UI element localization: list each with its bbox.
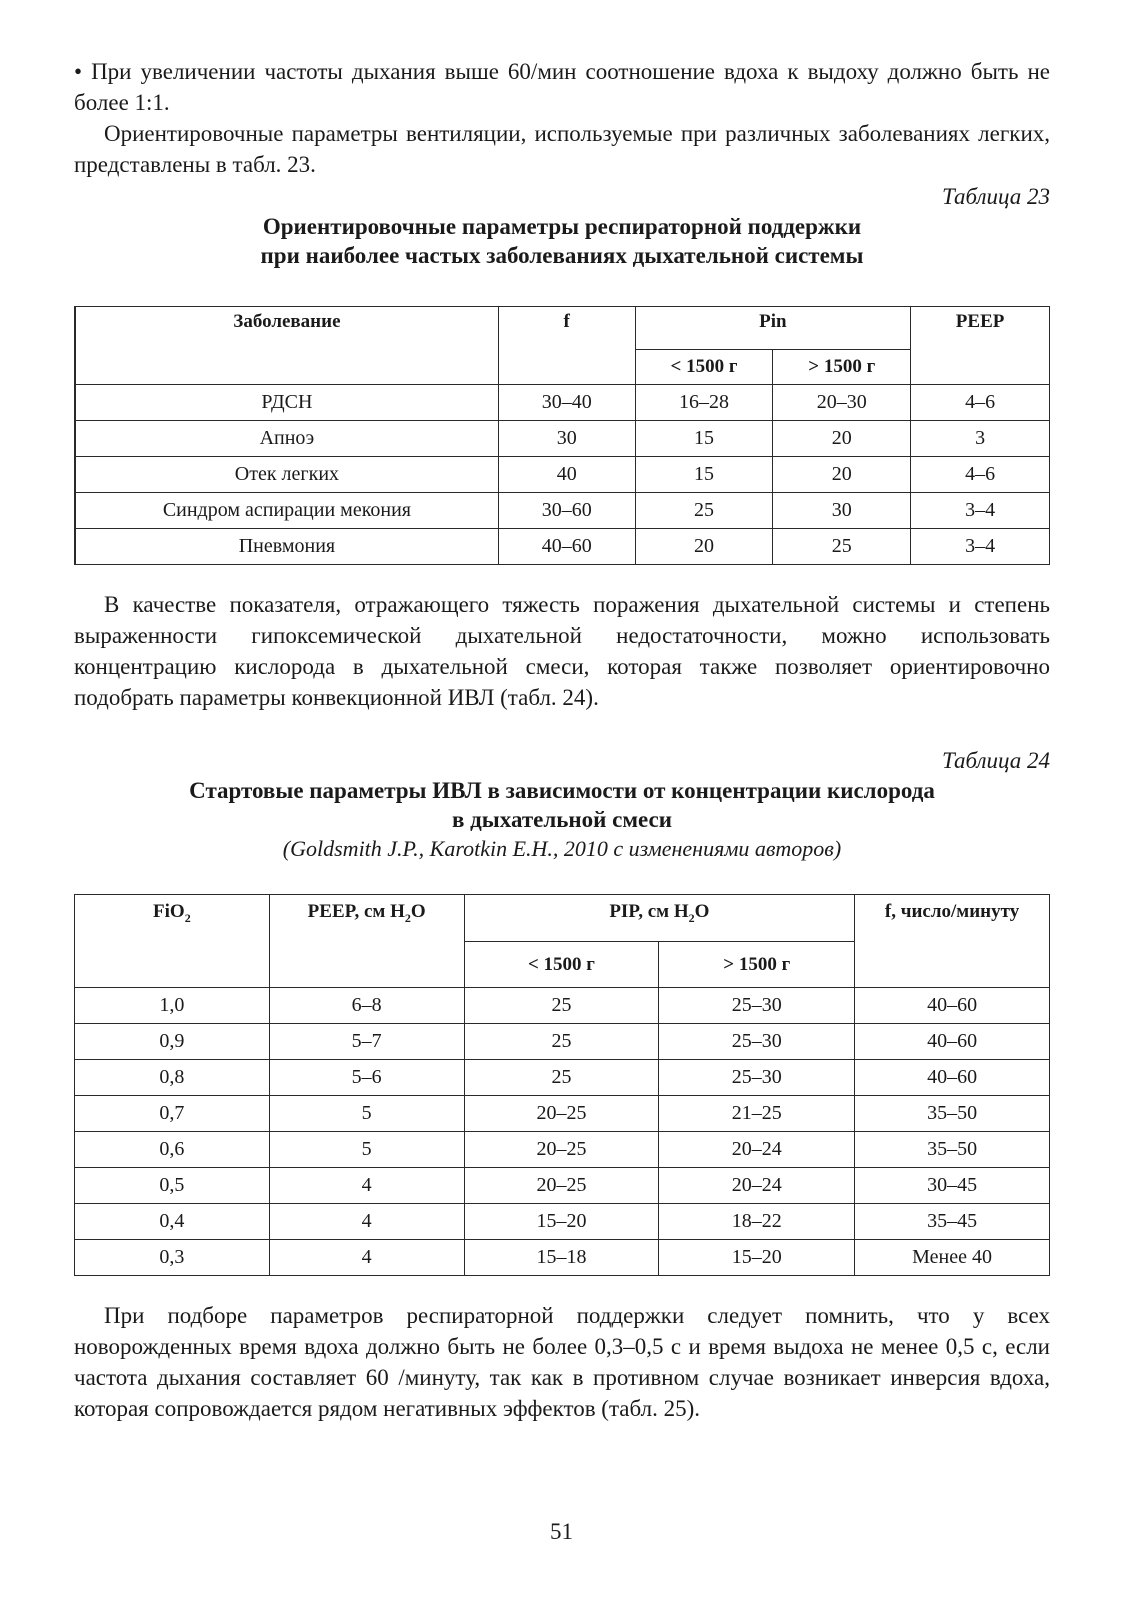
t24-header-fio2: FiO$_2$ (75, 895, 270, 988)
table-row (75, 1024, 1050, 1060)
table-row (75, 457, 1050, 493)
table24-title-line1: Стартовые параметры ИВЛ в зависимости от концентрации кислорода (189, 778, 935, 803)
intro-paragraph: Ориентировочные параметры вентиляции, используемые при различных заболеваниях легких, представлены в табл. 23. (74, 121, 1050, 177)
intro-bullet-paragraph: • При увеличении частоты дыхания выше 60/мин соотношение вдоха к выдоху должно быть не более 1:1. (74, 59, 1050, 115)
table-cell: 4–6 (911, 457, 1050, 493)
table-row (75, 1240, 1050, 1276)
table-cell: 40–60 (498, 529, 635, 565)
table-cell: 21–25 (659, 1096, 855, 1132)
t24-header-pip-high: > 1500 г (659, 942, 855, 988)
t23-body (75, 385, 1050, 565)
table-cell: 35–50 (855, 1132, 1050, 1168)
table-cell: 15 (635, 457, 773, 493)
table-cell: 25 (773, 529, 911, 565)
table-cell: 15–20 (659, 1240, 855, 1276)
table-cell: Отек легких (75, 457, 498, 493)
table-cell: 30 (498, 421, 635, 457)
table-cell: 0,5 (75, 1168, 270, 1204)
table-cell: 0,7 (75, 1096, 270, 1132)
table-row (75, 988, 1050, 1024)
table-cell: 40–60 (855, 988, 1050, 1024)
table24-title-line2: в дыхательной смеси (451, 807, 673, 832)
table-cell: 4 (269, 1168, 464, 1204)
table-cell: 0,3 (75, 1240, 270, 1276)
middle-paragraph: В качестве показателя, отражающего тяжесть поражения дыхательной системы и степень выраженности гипоксемической дыхательной недостаточности, можно использовать концентрацию кислорода в дыхательной смеси, которая также позволяет ориентировочно подобрать параметры конвекционной ИВЛ (табл. 24). (74, 592, 1050, 710)
table-cell: 30–60 (498, 493, 635, 529)
table-cell: 0,4 (75, 1204, 270, 1240)
table-cell: 4–6 (911, 385, 1050, 421)
page-content (74, 56, 1050, 1424)
table-cell: 3–4 (911, 529, 1050, 565)
t24-header-pip: PIP, см $H_2O$ (464, 895, 855, 942)
table-row (75, 1096, 1050, 1132)
page-number: 51 (550, 1519, 573, 1544)
t23-header-pin-high: > 1500 г (773, 350, 911, 385)
table-row (75, 1204, 1050, 1240)
table-cell: 30 (773, 493, 911, 529)
table-row (75, 1060, 1050, 1096)
table-cell: 4 (269, 1204, 464, 1240)
table-cell: 20–30 (773, 385, 911, 421)
table-cell: 25 (464, 1024, 659, 1060)
table-cell: 0,9 (75, 1024, 270, 1060)
table24-number: Таблица 24 (941, 748, 1050, 773)
table-cell: Пневмония (75, 529, 498, 565)
table-cell: 35–45 (855, 1204, 1050, 1240)
table-cell: 40 (498, 457, 635, 493)
table-cell: 20–24 (659, 1132, 855, 1168)
table-cell: 20–25 (464, 1132, 659, 1168)
table-row (75, 529, 1050, 565)
table-row (75, 1132, 1050, 1168)
table-cell: 15–20 (464, 1204, 659, 1240)
table23-title-line1: Ориентировочные параметры респираторной поддержки (262, 214, 862, 239)
table-cell: 3–4 (911, 493, 1050, 529)
table-row (75, 421, 1050, 457)
t24-header-peep: PEEP, см $H_2O$ (269, 895, 464, 988)
table-cell: 20 (773, 457, 911, 493)
table-cell: 0,8 (75, 1060, 270, 1096)
table-cell: 25–30 (659, 988, 855, 1024)
table23-title-line2: при наиболее частых заболеваниях дыхательной системы (260, 243, 864, 268)
table-cell: 30–45 (855, 1168, 1050, 1204)
table-cell: 20–25 (464, 1096, 659, 1132)
table-cell: 18–22 (659, 1204, 855, 1240)
table-cell: 25–30 (659, 1060, 855, 1096)
table-cell: Апноэ (75, 421, 498, 457)
table-cell: 6–8 (269, 988, 464, 1024)
table-cell: 35–50 (855, 1096, 1050, 1132)
t23-header-peep: PEEP (911, 307, 1050, 385)
table-cell: Менее 40 (855, 1240, 1050, 1276)
table23 (74, 306, 1050, 565)
table-cell: 25 (635, 493, 773, 529)
table-cell: 25 (464, 1060, 659, 1096)
table-cell: 20–25 (464, 1168, 659, 1204)
table-cell: 30–40 (498, 385, 635, 421)
table-cell: 5 (269, 1096, 464, 1132)
table-cell: РДСН (75, 385, 498, 421)
table-cell: 40–60 (855, 1060, 1050, 1096)
table-cell: 5–7 (269, 1024, 464, 1060)
t23-header-pin: Pin (635, 307, 911, 350)
table-row (75, 1168, 1050, 1204)
t23-header-disease: Заболевание (75, 307, 498, 385)
table-cell: 5–6 (269, 1060, 464, 1096)
table-cell: 15 (635, 421, 773, 457)
t23-header-f: f (498, 307, 635, 385)
table-cell: 3 (911, 421, 1050, 457)
table23-number: Таблица 23 (941, 184, 1050, 209)
table-cell: 40–60 (855, 1024, 1050, 1060)
t24-header-f: f, число/минуту (855, 895, 1050, 988)
table24-source: (Goldsmith J.P., Karotkin E.H., 2010 с изменениями авторов) (282, 836, 842, 861)
t24-header-pip-low: < 1500 г (464, 942, 659, 988)
table-row (75, 385, 1050, 421)
table-cell: 25 (464, 988, 659, 1024)
table-cell: 20 (773, 421, 911, 457)
table-cell: 25–30 (659, 1024, 855, 1060)
table-cell: 15–18 (464, 1240, 659, 1276)
table-cell: 20 (635, 529, 773, 565)
t23-header-pin-low: < 1500 г (635, 350, 773, 385)
table-cell: Синдром аспирации мекония (75, 493, 498, 529)
table-cell: 4 (269, 1240, 464, 1276)
table-cell: 5 (269, 1132, 464, 1168)
t24-body (75, 988, 1050, 1276)
table-cell: 1,0 (75, 988, 270, 1024)
table24 (74, 894, 1050, 1276)
table-cell: 0,6 (75, 1132, 270, 1168)
table-cell: 20–24 (659, 1168, 855, 1204)
table-cell: 16–28 (635, 385, 773, 421)
table-row (75, 493, 1050, 529)
final-paragraph: При подборе параметров респираторной поддержки следует помнить, что у всех новорожденных время вдоха должно быть не более 0,3–0,5 с и время выдоха не менее 0,5 с, если частота дыхания составляет 60 /минуту, так как в противном случае возникает инверсия вдоха, которая сопровождается рядом негативных эффектов (табл. 25). (74, 1303, 1050, 1421)
